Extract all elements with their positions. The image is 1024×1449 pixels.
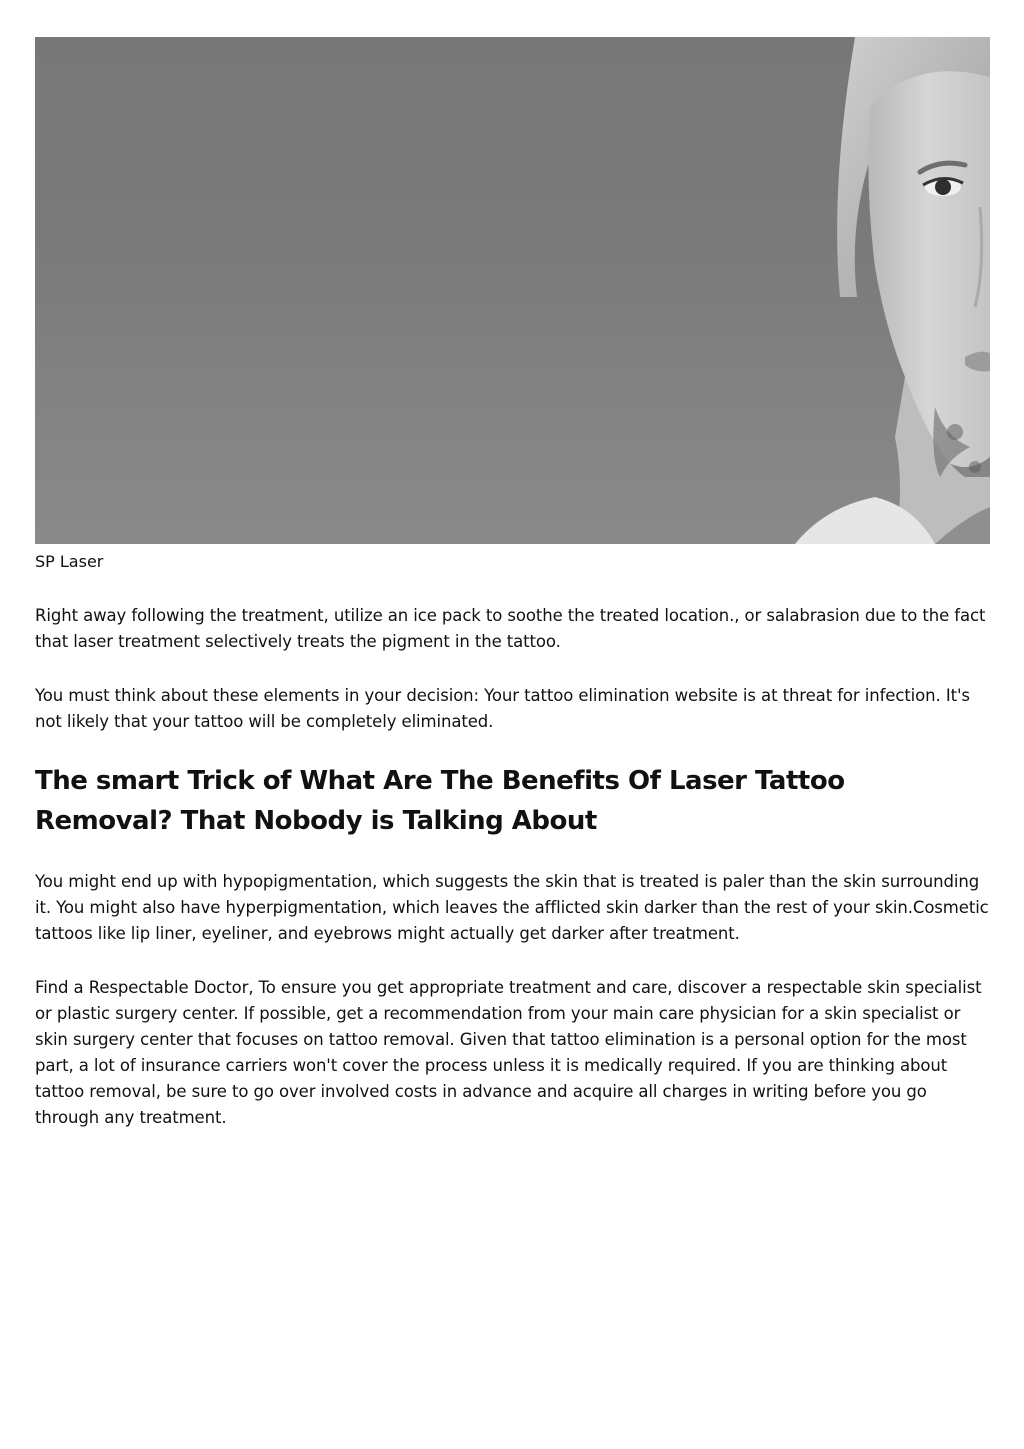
paragraph-find-doctor: Find a Respectable Doctor, To ensure you get appropriate treatment and care, discover a respectable skin specialist or plastic surgery center. If possible, get a recommendation from your main care physician for a skin specialist or skin surgery center that focuses on tattoo removal. Given that tattoo elimination is a personal option for the most part, a lot of insurance carriers won't cover the process unless it is medically required. If you are thinking about tattoo removal, be sure to go over involved costs in advance and acquire all charges in writing before you go through any treatment.: [35, 978, 982, 1127]
paragraph-considerations: You must think about these elements in your decision: Your tattoo elimination website is at threat for infection. It's not likely that your tattoo will be completely eliminated.: [35, 686, 970, 731]
section-heading: The smart Trick of What Are The Benefits Of Laser Tattoo Removal? That Nobody is Talking About: [35, 766, 845, 836]
article: [35, 37, 990, 1131]
paragraph-aftercare: Right away following the treatment, utilize an ice pack to soothe the treated location., or salabrasion due to the fact that laser treatment selectively treats the pigment in the tattoo.: [35, 606, 986, 651]
woman-portrait-illustration: [35, 37, 990, 544]
hero-image: [35, 37, 990, 544]
image-caption: SP Laser: [35, 552, 104, 571]
paragraph-pigmentation: You might end up with hypopigmentation, which suggests the skin that is treated is paler than the skin surrounding it. You might also have hyperpigmentation, which leaves the afflicted skin darker than the rest of your skin.Cosmetic tattoos like lip liner, eyeliner, and eyebrows might actually get darker after treatment.: [35, 872, 989, 943]
